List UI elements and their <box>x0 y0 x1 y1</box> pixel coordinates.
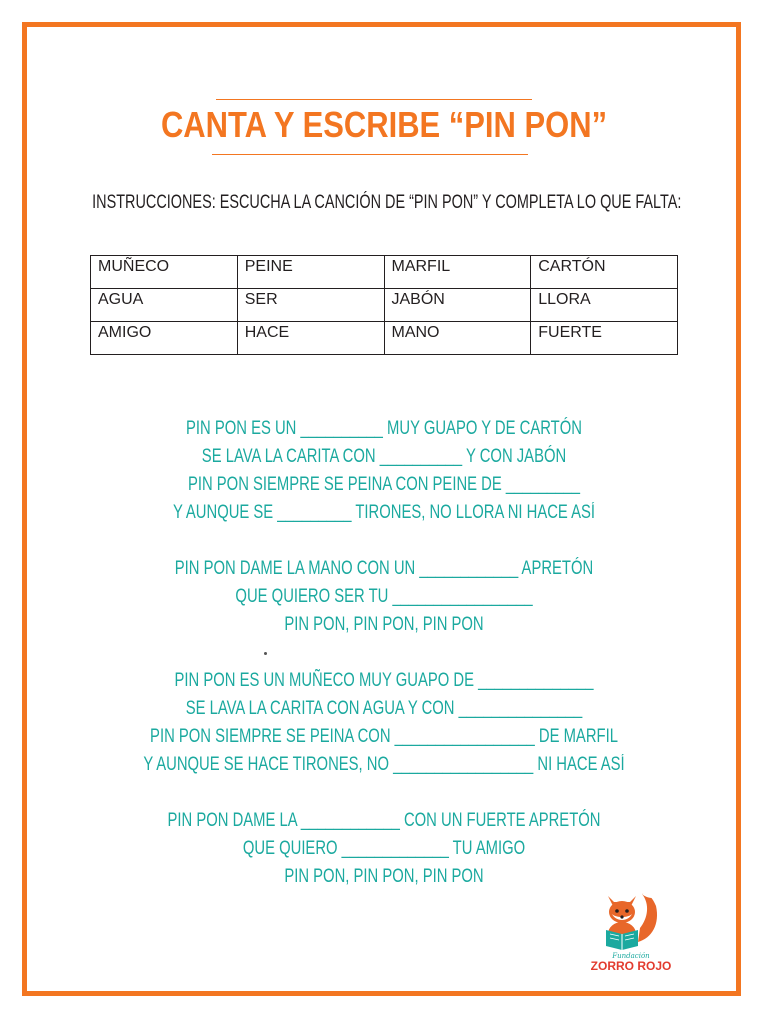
lyric-line: PIN PON SIEMPRE SE PEINA CON PEINE DE _________ <box>187 474 581 495</box>
stanza-2 <box>0 555 768 639</box>
lyric-line: PIN PON ES UN MUÑECO MUY GUAPO DE ______________ <box>174 670 594 691</box>
stanza-1 <box>0 415 768 527</box>
table-row <box>91 256 678 289</box>
lyric-line: Y AUNQUE SE HACE TIRONES, NO _________________ NI HACE ASÍ <box>143 754 625 775</box>
table-cell: CARTÓN <box>531 256 678 289</box>
logo-line2: ZORRO ROJO <box>590 959 672 973</box>
fox-reading-book-icon <box>606 893 657 950</box>
lyric-line: PIN PON DAME LA MANO CON UN ____________ APRETÓN <box>174 558 594 579</box>
table-cell: FUERTE <box>531 322 678 355</box>
table-cell: JABÓN <box>384 289 531 322</box>
lyric-line: QUE QUIERO SER TU _________________ <box>235 586 533 607</box>
instructions-text: INSTRUCCIONES: ESCUCHA LA CANCIÓN DE “PIN PON” Y COMPLETA LO QUE FALTA: <box>92 192 682 213</box>
song-lyrics <box>0 415 768 919</box>
table-cell: AMIGO <box>91 322 238 355</box>
page-title: CANTA Y ESCRIBE “PIN PON” <box>160 104 608 145</box>
table-cell: SER <box>237 289 384 322</box>
table-row <box>91 322 678 355</box>
title-rule-bottom <box>212 154 528 155</box>
word-bank-table <box>90 255 678 355</box>
lyric-line: PIN PON SIEMPRE SE PEINA CON _________________ DE MARFIL <box>150 726 618 747</box>
table-cell: LLORA <box>531 289 678 322</box>
table-cell: HACE <box>237 322 384 355</box>
table-cell: MANO <box>384 322 531 355</box>
table-cell: PEINE <box>237 256 384 289</box>
lyric-line: PIN PON DAME LA ____________ CON UN FUERTE APRETÓN <box>167 810 601 831</box>
table-cell: AGUA <box>91 289 238 322</box>
table-row <box>91 289 678 322</box>
lyric-line: PIN PON ES UN __________ MUY GUAPO Y DE CARTÓN <box>186 418 582 439</box>
table-cell: MUÑECO <box>91 256 238 289</box>
lyric-line: SE LAVA LA CARITA CON __________ Y CON JABÓN <box>201 446 567 467</box>
stray-mark <box>264 652 267 655</box>
stanza-3 <box>0 667 768 779</box>
lyric-line: Y AUNQUE SE _________ TIRONES, NO LLORA NI HACE ASÍ <box>172 502 596 523</box>
stanza-4 <box>0 807 768 891</box>
table-cell: MARFIL <box>384 256 531 289</box>
lyric-line: PIN PON, PIN PON, PIN PON <box>284 866 484 887</box>
zorro-rojo-logo <box>586 884 676 974</box>
lyric-line: QUE QUIERO _____________ TU AMIGO <box>242 838 526 859</box>
lyric-line: SE LAVA LA CARITA CON AGUA Y CON _______________ <box>185 698 583 719</box>
title-rule-top <box>216 99 532 100</box>
lyric-line: PIN PON, PIN PON, PIN PON <box>284 614 484 635</box>
logo-line1: Fundación <box>612 952 650 960</box>
